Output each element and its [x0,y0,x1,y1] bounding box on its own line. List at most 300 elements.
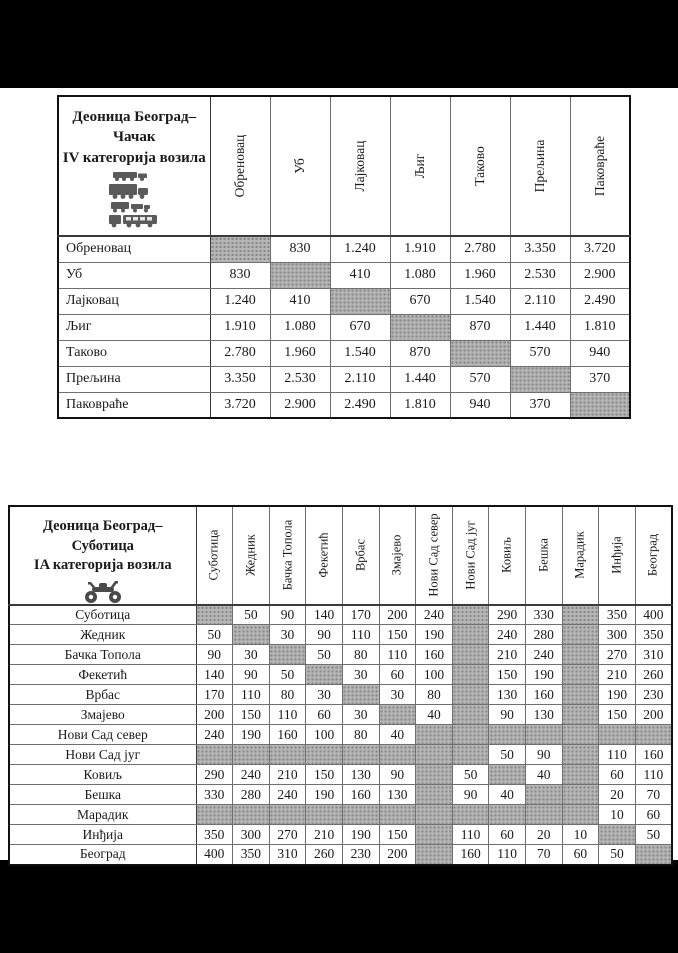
fare-value-cell: 10 [562,825,599,845]
fare-value-cell: 330 [525,605,562,625]
blocked-cell [599,725,636,745]
column-header-label: Нови Сад југ [463,520,477,590]
row-header: Бешка [9,785,196,805]
table-title-cell [58,96,210,236]
row-header: Врбас [9,685,196,705]
fare-value-cell: 30 [379,685,416,705]
blocked-cell [342,805,379,825]
fare-value-cell: 190 [416,625,453,645]
blocked-cell [196,745,233,765]
fare-value-cell: 1.540 [330,340,390,366]
table-row [9,605,672,625]
fare-value-cell: 100 [306,725,343,745]
fare-value-cell: 140 [306,605,343,625]
column-header-label: Змајево [389,534,404,576]
fare-value-cell: 2.530 [270,366,330,392]
blocked-cell [379,805,416,825]
fare-value-cell: 2.900 [270,392,330,418]
fare-value-cell: 230 [635,685,672,705]
fare-value-cell: 200 [379,845,416,865]
fare-value-cell: 1.960 [450,262,510,288]
table-row [58,314,630,340]
fare-value-cell: 110 [635,765,672,785]
blocked-cell [379,705,416,725]
row-header: Љиг [58,314,210,340]
fare-value-cell: 870 [390,340,450,366]
row-header: Змајево [9,705,196,725]
row-header: Београд [9,845,196,865]
blocked-cell [379,745,416,765]
blocked-cell [233,745,270,765]
fare-value-cell: 1.240 [330,236,390,262]
fare-value-cell: 130 [342,765,379,785]
column-header-label: Београд [645,534,660,577]
column-header [390,96,450,236]
fare-value-cell: 280 [233,785,270,805]
column-header-label: Инђија [609,536,624,575]
fare-value-cell: 1.810 [570,314,630,340]
fare-value-cell: 200 [379,605,416,625]
column-header [570,96,630,236]
fare-value-cell: 190 [233,725,270,745]
fare-value-cell: 30 [342,705,379,725]
fare-value-cell: 240 [525,645,562,665]
blocked-cell [562,785,599,805]
fare-value-cell: 130 [379,785,416,805]
fare-value-cell: 190 [342,825,379,845]
fare-value-cell: 1.810 [390,392,450,418]
fare-value-cell: 1.960 [270,340,330,366]
fare-value-cell: 40 [489,785,526,805]
blocked-cell [562,625,599,645]
table-title-line: Суботица [71,537,134,554]
table-row [9,725,672,745]
fare-value-cell: 50 [599,845,636,865]
fare-value-cell: 150 [599,705,636,725]
fare-value-cell: 350 [196,825,233,845]
column-header-label: Бешка [536,538,551,573]
fare-value-cell: 1.910 [390,236,450,262]
fare-value-cell: 310 [635,645,672,665]
fare-value-cell: 40 [525,765,562,785]
column-header [599,506,636,605]
fare-value-cell: 410 [330,262,390,288]
blocked-cell [489,765,526,785]
fare-value-cell: 30 [306,685,343,705]
column-header-label: Суботица [206,529,221,581]
column-header-label: Лајковац [352,140,367,192]
column-header [233,506,270,605]
column-header [416,506,453,605]
blocked-cell [562,645,599,665]
column-header [196,506,233,605]
fare-value-cell: 240 [489,625,526,645]
fare-value-cell: 30 [233,645,270,665]
fare-value-cell: 20 [525,825,562,845]
blocked-cell [562,725,599,745]
fare-value-cell: 160 [635,745,672,765]
blocked-cell [489,725,526,745]
row-header: Прељина [58,366,210,392]
column-header [452,506,489,605]
fare-value-cell: 350 [599,605,636,625]
blocked-cell [562,745,599,765]
fare-value-cell: 40 [379,725,416,745]
blocked-cell [342,745,379,765]
table-row [58,340,630,366]
fare-value-cell: 230 [342,845,379,865]
fare-value-cell: 80 [269,685,306,705]
fare-value-cell: 3.720 [570,236,630,262]
blocked-cell [416,845,453,865]
fare-value-cell: 200 [635,705,672,725]
column-header-label: Прељина [532,139,547,193]
column-header [269,506,306,605]
blocked-cell [390,314,450,340]
column-header [330,96,390,236]
fare-value-cell: 3.720 [210,392,270,418]
row-header: Нови Сад југ [9,745,196,765]
table-title-cell [9,506,196,605]
fare-value-cell: 940 [450,392,510,418]
blocked-cell [452,805,489,825]
fare-value-cell: 370 [570,366,630,392]
fare-value-cell: 210 [489,645,526,665]
fare-value-cell: 300 [233,825,270,845]
fare-value-cell: 190 [599,685,636,705]
fare-value-cell: 410 [270,288,330,314]
blocked-cell [525,805,562,825]
fare-value-cell: 210 [269,765,306,785]
fare-value-cell: 50 [452,765,489,785]
blocked-cell [416,805,453,825]
fare-value-cell: 60 [306,705,343,725]
column-header [525,506,562,605]
fare-value-cell: 160 [525,685,562,705]
table-row [58,288,630,314]
fare-value-cell: 190 [525,665,562,685]
fare-value-cell: 40 [416,705,453,725]
column-header [270,96,330,236]
blocked-cell [525,785,562,805]
row-header: Лајковац [58,288,210,314]
blocked-cell [562,705,599,725]
blocked-cell [233,625,270,645]
fare-value-cell: 60 [379,665,416,685]
table-row [9,625,672,645]
fare-value-cell: 570 [510,340,570,366]
blocked-cell [452,685,489,705]
fare-value-cell: 570 [450,366,510,392]
fare-value-cell: 110 [233,685,270,705]
column-header [489,506,526,605]
blocked-cell [306,665,343,685]
fare-value-cell: 1.440 [510,314,570,340]
fare-value-cell: 110 [269,705,306,725]
fare-value-cell: 170 [196,685,233,705]
fare-value-cell: 1.080 [390,262,450,288]
column-header-label: Фекетић [316,532,331,578]
fare-value-cell: 110 [489,845,526,865]
blocked-cell [342,685,379,705]
fare-value-cell: 270 [599,645,636,665]
fare-value-cell: 50 [306,645,343,665]
column-header-label: Таково [472,146,487,186]
fare-table-belgrade-cacak [57,95,631,419]
fare-value-cell: 50 [489,745,526,765]
fare-value-cell: 160 [452,845,489,865]
column-header-label: Марадик [572,531,587,580]
fare-value-cell: 110 [342,625,379,645]
table-title [59,107,210,168]
fare-value-cell: 130 [489,685,526,705]
blocked-cell [562,685,599,705]
row-header: Уб [58,262,210,288]
blocked-cell [452,645,489,665]
table-title-line: IV категорија возила [62,149,206,166]
fare-value-cell: 240 [196,725,233,745]
blocked-cell [635,845,672,865]
blocked-cell [416,825,453,845]
blocked-cell [416,725,453,745]
blocked-cell [269,745,306,765]
fare-value-cell: 70 [635,785,672,805]
fare-value-cell: 110 [599,745,636,765]
row-header: Таково [58,340,210,366]
row-header: Жедник [9,625,196,645]
fare-value-cell: 150 [233,705,270,725]
blocked-cell [306,745,343,765]
fare-value-cell: 200 [196,705,233,725]
fare-value-cell: 130 [525,705,562,725]
column-header-label: Нови Сад север [426,513,441,597]
fare-value-cell: 90 [306,625,343,645]
fare-value-cell: 1.240 [210,288,270,314]
fare-value-cell: 2.780 [210,340,270,366]
blocked-cell [489,805,526,825]
fare-value-cell: 90 [196,645,233,665]
table-row [9,785,672,805]
column-header [306,506,343,605]
fare-value-cell: 50 [196,625,233,645]
fare-value-cell: 670 [390,288,450,314]
row-header: Бачка Топола [9,645,196,665]
fare-value-cell: 830 [270,236,330,262]
column-header-label: Врбас [353,539,368,572]
table-row [9,765,672,785]
blocked-cell [416,785,453,805]
blocked-cell [525,725,562,745]
fare-value-cell: 150 [306,765,343,785]
fare-value-cell: 310 [269,845,306,865]
fare-value-cell: 3.350 [210,366,270,392]
blocked-cell [452,605,489,625]
fare-value-cell: 50 [269,665,306,685]
blocked-cell [562,805,599,825]
blocked-cell [452,745,489,765]
fare-value-cell: 70 [525,845,562,865]
fare-value-cell: 240 [416,605,453,625]
fare-value-cell: 10 [599,805,636,825]
fare-value-cell: 90 [233,665,270,685]
table-title [10,517,196,576]
fare-value-cell: 300 [599,625,636,645]
fare-value-cell: 50 [233,605,270,625]
blocked-cell [510,366,570,392]
fare-value-cell: 1.540 [450,288,510,314]
fare-value-cell: 2.900 [570,262,630,288]
blocked-cell [269,805,306,825]
fare-value-cell: 60 [489,825,526,845]
table-row [9,705,672,725]
fare-value-cell: 100 [416,665,453,685]
fare-value-cell: 2.490 [570,288,630,314]
blocked-cell [269,645,306,665]
table-row [9,825,672,845]
row-header: Марадик [9,805,196,825]
blocked-cell [452,625,489,645]
fare-value-cell: 670 [330,314,390,340]
table-title-line: Деоница Београд– [42,518,163,534]
fare-value-cell: 290 [196,765,233,785]
fare-value-cell: 20 [599,785,636,805]
fare-value-cell: 30 [342,665,379,685]
blocked-cell [452,725,489,745]
table-title-line: IA категорија возила [33,557,172,574]
fare-value-cell: 160 [269,725,306,745]
fare-value-cell: 830 [210,262,270,288]
fare-value-cell: 2.490 [330,392,390,418]
blocked-cell [635,725,672,745]
row-header: Фекетић [9,665,196,685]
table-row [9,845,672,865]
fare-value-cell: 50 [635,825,672,845]
column-header-label: Бачка Топола [279,520,294,591]
column-header [342,506,379,605]
trucks-category-iv-icon [59,170,210,228]
column-header-label: Обреновац [232,134,247,198]
fare-value-cell: 1.080 [270,314,330,340]
row-header: Суботица [9,605,196,625]
fare-value-cell: 170 [342,605,379,625]
fare-value-cell: 2.110 [510,288,570,314]
fare-value-cell: 160 [416,645,453,665]
blocked-cell [330,288,390,314]
table-title-line: Чачак [112,129,156,146]
blocked-cell [562,665,599,685]
fare-value-cell: 150 [489,665,526,685]
fare-value-cell: 1.440 [390,366,450,392]
fare-value-cell: 140 [196,665,233,685]
toll-table-belgrade-subotica-wrap [8,505,673,866]
row-header: Нови Сад север [9,725,196,745]
fare-value-cell: 330 [196,785,233,805]
table-row [9,745,672,765]
table-row [9,805,672,825]
column-header [510,96,570,236]
fare-value-cell: 30 [269,625,306,645]
column-header-label: Паковраће [591,135,607,197]
fare-value-cell: 80 [342,725,379,745]
table-row [58,236,630,262]
row-header: Обреновац [58,236,210,262]
blocked-cell [416,745,453,765]
fare-value-cell: 2.110 [330,366,390,392]
table-row [58,262,630,288]
row-header: Инђија [9,825,196,845]
blocked-cell [599,825,636,845]
row-header: Паковраће [58,392,210,418]
fare-value-cell: 2.530 [510,262,570,288]
fare-value-cell: 90 [452,785,489,805]
fare-value-cell: 280 [525,625,562,645]
table-row [58,392,630,418]
fare-value-cell: 90 [525,745,562,765]
fare-value-cell: 1.910 [210,314,270,340]
fare-value-cell: 150 [379,625,416,645]
table-row [9,645,672,665]
fare-value-cell: 210 [599,665,636,685]
fare-value-cell: 150 [379,825,416,845]
table-row [58,366,630,392]
fare-value-cell: 400 [635,605,672,625]
blocked-cell [306,805,343,825]
fare-value-cell: 160 [342,785,379,805]
fare-value-cell: 3.350 [510,236,570,262]
fare-value-cell: 260 [635,665,672,685]
row-header: Ковиљ [9,765,196,785]
fare-value-cell: 90 [379,765,416,785]
fare-value-cell: 110 [452,825,489,845]
fare-value-cell: 290 [489,605,526,625]
column-header [562,506,599,605]
fare-value-cell: 210 [306,825,343,845]
fare-table-belgrade-subotica [8,505,673,866]
fare-value-cell: 350 [233,845,270,865]
scanned-page [0,88,678,860]
column-header [210,96,270,236]
column-header-label: Уб [292,158,307,174]
fare-value-cell: 350 [635,625,672,645]
blocked-cell [270,262,330,288]
fare-value-cell: 60 [599,765,636,785]
fare-value-cell: 260 [306,845,343,865]
table-row [9,665,672,685]
blocked-cell [562,765,599,785]
fare-value-cell: 240 [233,765,270,785]
column-header [379,506,416,605]
fare-value-cell: 190 [306,785,343,805]
blocked-cell [416,765,453,785]
column-header-label: Жедник [243,534,258,577]
blocked-cell [452,705,489,725]
fare-value-cell: 90 [269,605,306,625]
fare-value-cell: 940 [570,340,630,366]
blocked-cell [452,665,489,685]
fare-value-cell: 270 [269,825,306,845]
column-header-label: Ковиљ [499,537,514,574]
fare-value-cell: 400 [196,845,233,865]
table-title-line: Деоница Београд– [72,109,197,125]
fare-value-cell: 60 [562,845,599,865]
fare-value-cell: 90 [489,705,526,725]
column-header-label: Љиг [412,153,427,179]
blocked-cell [210,236,270,262]
table-row [9,685,672,705]
fare-value-cell: 370 [510,392,570,418]
column-header [450,96,510,236]
fare-value-cell: 240 [269,785,306,805]
